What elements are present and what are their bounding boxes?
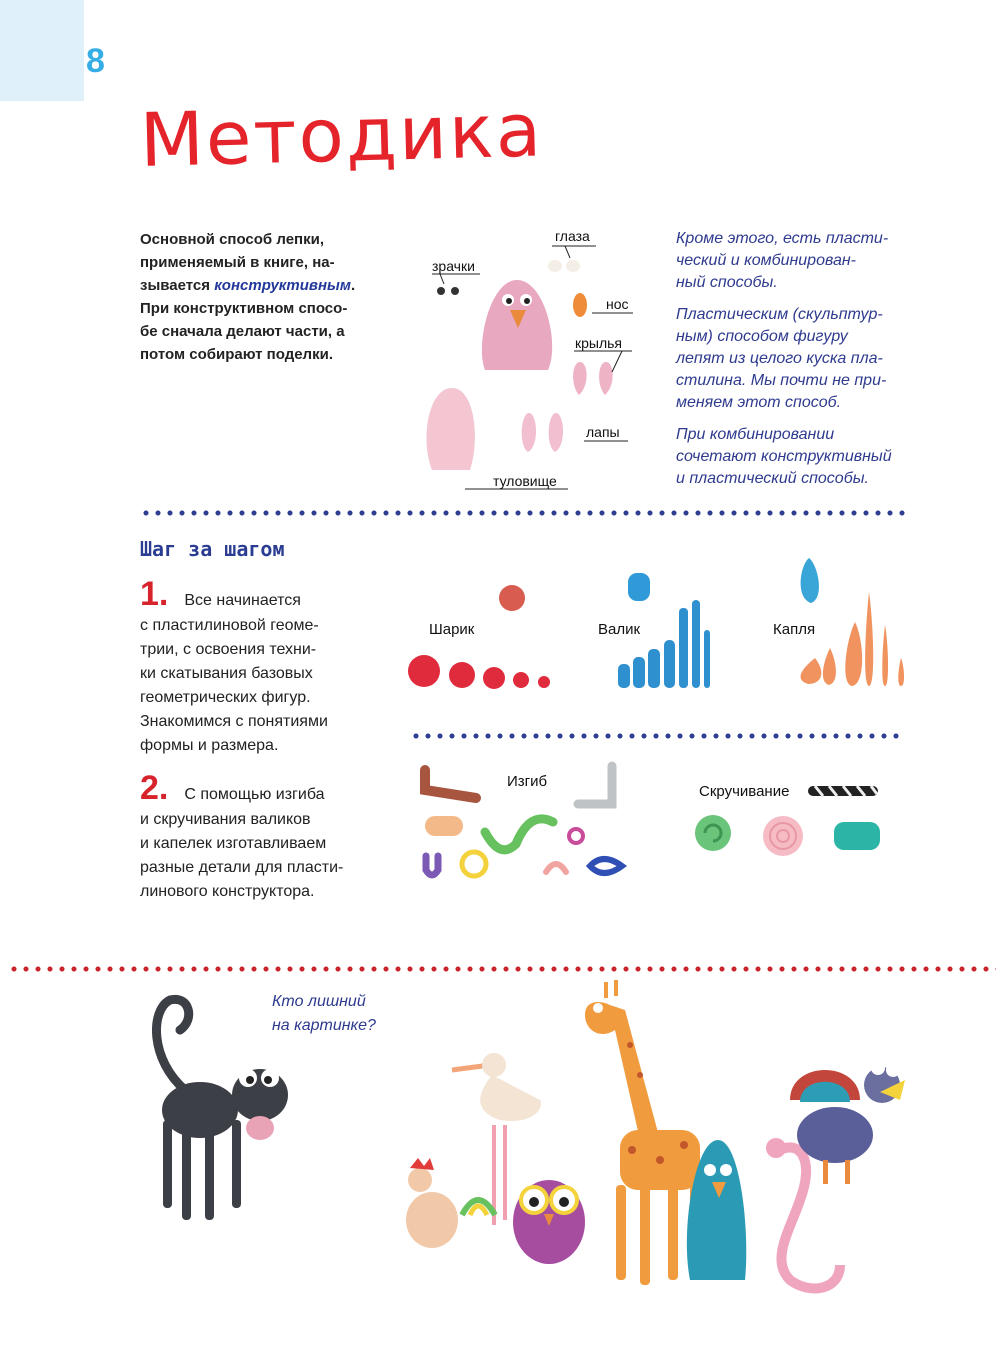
label-twist: Скручивание xyxy=(699,783,790,800)
step-1 xyxy=(140,575,375,758)
side-line: и пластический способы. xyxy=(676,470,869,487)
step-line: с пластилиновой геоме- xyxy=(140,617,319,634)
side-line: стилина. Мы почти не при- xyxy=(676,372,887,389)
label-pupils: зрачки xyxy=(432,258,475,274)
step-number: 2. xyxy=(140,769,169,807)
side-line: Кроме этого, есть пласти- xyxy=(676,230,889,247)
label-paws: лапы xyxy=(586,424,620,440)
label-wings: крылья xyxy=(575,335,623,351)
step-line: и скручивания валиков xyxy=(140,811,311,828)
intro-line: потом собирают поделки. xyxy=(140,346,333,363)
side-line: Пластическим (скульптур- xyxy=(676,306,883,323)
label-roll: Валик xyxy=(598,621,641,638)
side-line: При комбинировании xyxy=(676,426,835,443)
question-text xyxy=(272,990,376,1038)
intro-line: При конструктивном спосо- xyxy=(140,300,348,317)
divider-dots xyxy=(410,733,905,739)
step-line: геометрических фигур. xyxy=(140,689,311,706)
side-line: ным) способом фигуру xyxy=(676,328,848,345)
step-number: 1. xyxy=(140,575,169,613)
intro-line: Основной способ лепки, xyxy=(140,231,324,248)
page-number: 8 xyxy=(86,42,105,80)
side-line: лепят из целого куска пла- xyxy=(676,350,883,367)
label-ball: Шарик xyxy=(429,621,475,638)
intro-line: применяемый в книге, на- xyxy=(140,254,335,271)
step-2 xyxy=(140,769,375,904)
intro-highlight: конструктивным xyxy=(214,277,351,294)
step-line: формы и размера. xyxy=(140,737,279,754)
step-line: Все начинается xyxy=(184,592,301,609)
side-line: сочетают конструктивный xyxy=(676,448,892,465)
step-line: разные детали для пласти- xyxy=(140,859,344,876)
step-line: ки скатывания базовых xyxy=(140,665,313,682)
step-line: С помощью изгиба xyxy=(184,786,325,803)
step-line: трии, с освоения техни- xyxy=(140,641,317,658)
side-line: ный способы. xyxy=(676,274,778,291)
bird-illustration xyxy=(426,246,633,489)
label-eyes: глаза xyxy=(555,228,590,244)
intro-line: . xyxy=(350,277,356,294)
label-drop: Капля xyxy=(773,621,816,638)
intro-line: бе сначала делают части, а xyxy=(140,323,345,340)
divider-dots-red xyxy=(8,966,996,972)
side-line: меняем этот способ. xyxy=(676,394,842,411)
label-bend: Изгиб xyxy=(507,773,548,790)
intro-line: зывается xyxy=(140,277,215,294)
step-heading: Шаг за шагом xyxy=(140,537,285,561)
label-body: туловище xyxy=(493,473,557,489)
page-title: Методика xyxy=(138,87,545,184)
step-line: и капелек изготавливаем xyxy=(140,835,327,852)
drop-shapes xyxy=(801,558,905,686)
divider-dots xyxy=(140,510,905,516)
cat-figure xyxy=(156,999,288,1220)
step-line: линового конструктора. xyxy=(140,883,315,900)
question-line: на картинке? xyxy=(272,1017,376,1034)
side-line: ческий и комбинирован- xyxy=(676,252,856,269)
label-nose: нос xyxy=(606,296,629,312)
step-line: Знакомимся с понятиями xyxy=(140,713,328,730)
animals-group xyxy=(406,980,905,1288)
question-line: Кто лишний xyxy=(272,993,366,1010)
